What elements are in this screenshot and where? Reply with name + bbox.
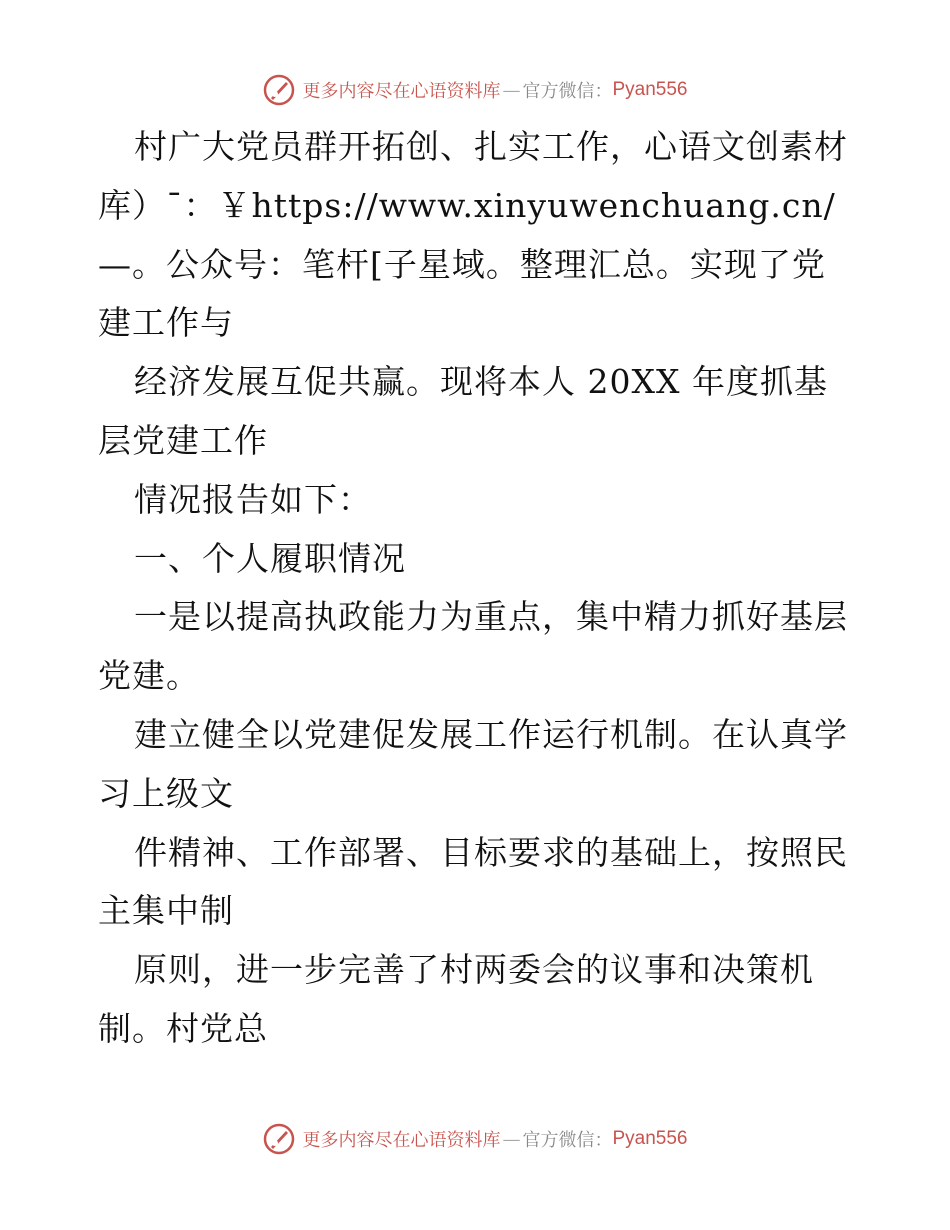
footer-watermark xyxy=(0,1119,950,1159)
paragraph-3: 情况报告如下： xyxy=(134,479,372,519)
quill-pen-icon xyxy=(262,73,296,107)
paragraph-7: 件精神、工作部署、目标要求的基础上，按照民主集中制 xyxy=(98,832,848,931)
banner-wechat-id: Pyan556 xyxy=(612,1128,688,1149)
quill-pen-icon xyxy=(262,1122,296,1156)
banner-wechat-label: 官方微信： xyxy=(522,1130,613,1151)
paragraph-6: 建立健全以党建促发展工作运行机制。在认真学习上级文 xyxy=(98,714,848,813)
banner-wechat-id: Pyan556 xyxy=(612,79,688,100)
paragraph-4: 一、个人履职情况 xyxy=(134,538,406,578)
paragraph-8: 原则，进一步完善了村两委会的议事和决策机制。村党总 xyxy=(98,950,814,1048)
paragraph-1: 村广大党员群开拓创、扎实工作，心语文创素材库）¯：￥https://www.xinyuwenchuang.cn/—。公众号：笔杆[子星域。整理汇总。实现了党建工作与 xyxy=(98,127,848,343)
banner-main-text: 更多内容尽在心语资料库 xyxy=(302,1130,501,1151)
paragraph-2: 经济发展互促共赢。现将本人 20XX 年度抓基层党建工作 xyxy=(98,362,828,460)
banner-separator: — xyxy=(502,1128,521,1150)
header-watermark xyxy=(0,70,950,110)
paragraph-5: 一是以提高执政能力为重点，集中精力抓好基层党建。 xyxy=(98,597,848,696)
banner-separator: — xyxy=(502,79,521,101)
banner-main-text: 更多内容尽在心语资料库 xyxy=(302,81,501,102)
banner-wechat-label: 官方微信： xyxy=(522,81,613,102)
document-body xyxy=(98,118,858,1059)
